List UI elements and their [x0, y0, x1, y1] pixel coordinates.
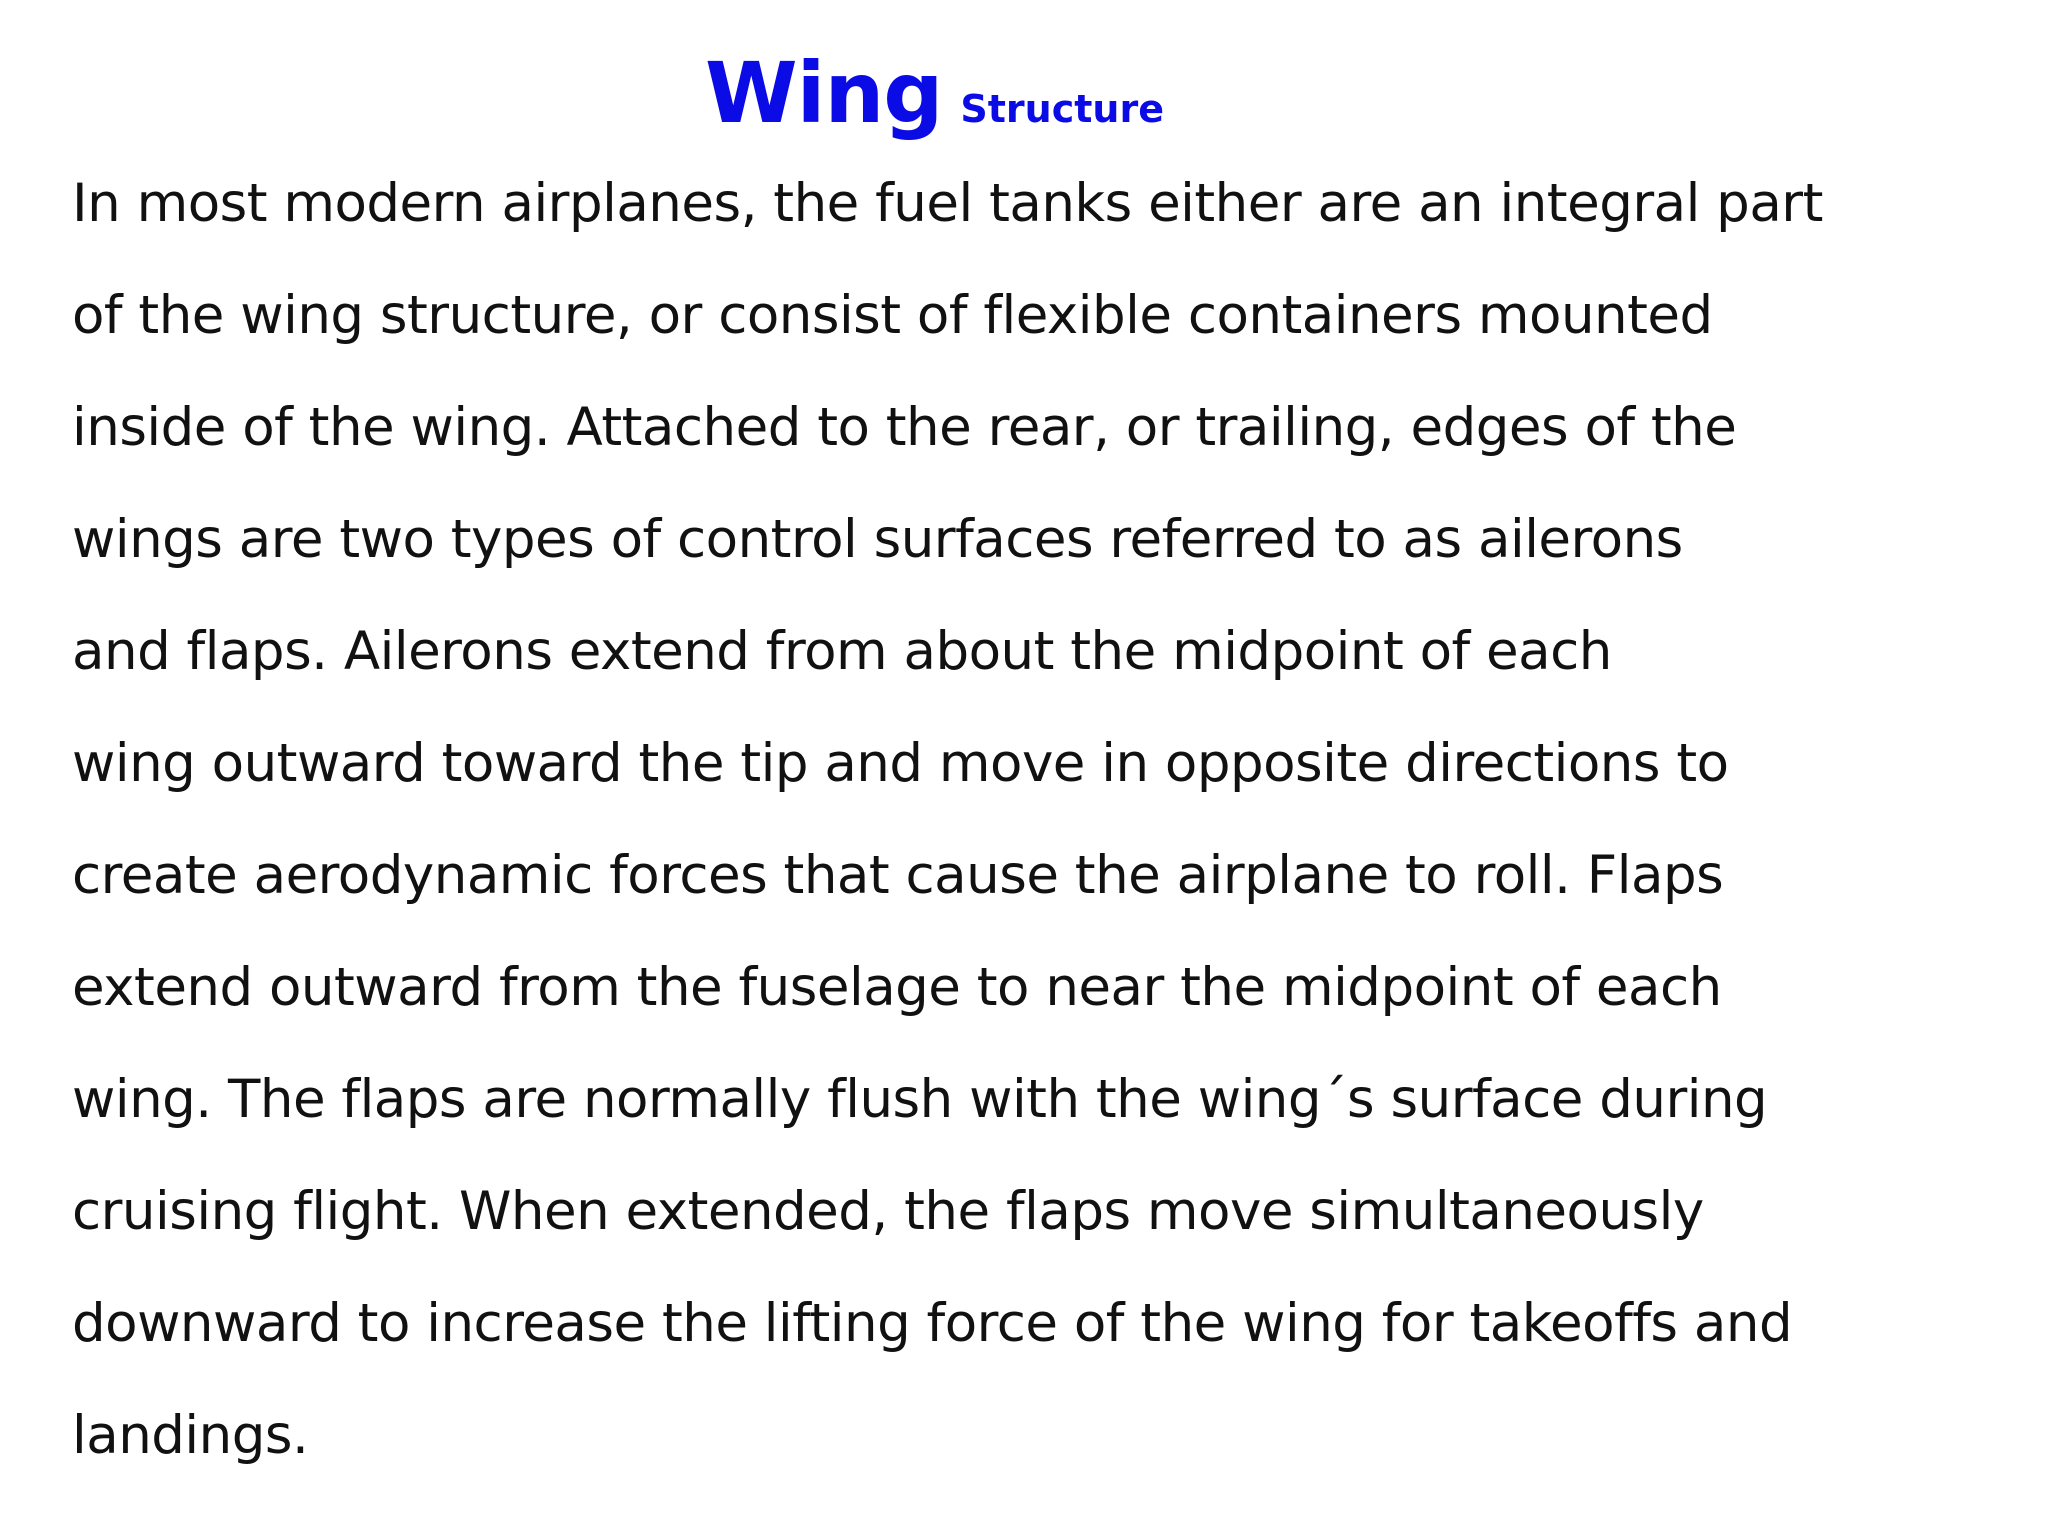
body-line-4: wings are two types of control surfaces referred to as ailerons: [72, 509, 1683, 570]
body-line-7: create aerodynamic forces that cause the airplane to roll. Flaps: [72, 845, 1724, 906]
body-line-6: wing outward toward the tip and move in opposite directions to: [72, 733, 1729, 794]
slide-title: [705, 38, 1164, 148]
body-line-11: downward to increase the lifting force of the wing for takeoffs and: [72, 1293, 1793, 1354]
title-subtitle: Structure: [960, 87, 1164, 131]
body-line-1: In most modern airplanes, the fuel tanks either are an integral part: [72, 173, 1823, 234]
title-main: Wing: [705, 44, 943, 142]
body-text: [72, 148, 1992, 1492]
body-line-5: and flaps. Ailerons extend from about the midpoint of each: [72, 621, 1612, 682]
body-line-8: extend outward from the fuselage to near the midpoint of each: [72, 957, 1722, 1018]
body-line-2: of the wing structure, or consist of flexible containers mounted: [72, 285, 1713, 346]
body-line-9: wing. The flaps are normally flush with the wing´s surface during: [72, 1069, 1768, 1130]
body-line-10: cruising flight. When extended, the flaps move simultaneously: [72, 1181, 1704, 1242]
body-line-3: inside of the wing. Attached to the rear, or trailing, edges of the: [72, 397, 1737, 458]
body-line-12: landings.: [72, 1405, 309, 1466]
